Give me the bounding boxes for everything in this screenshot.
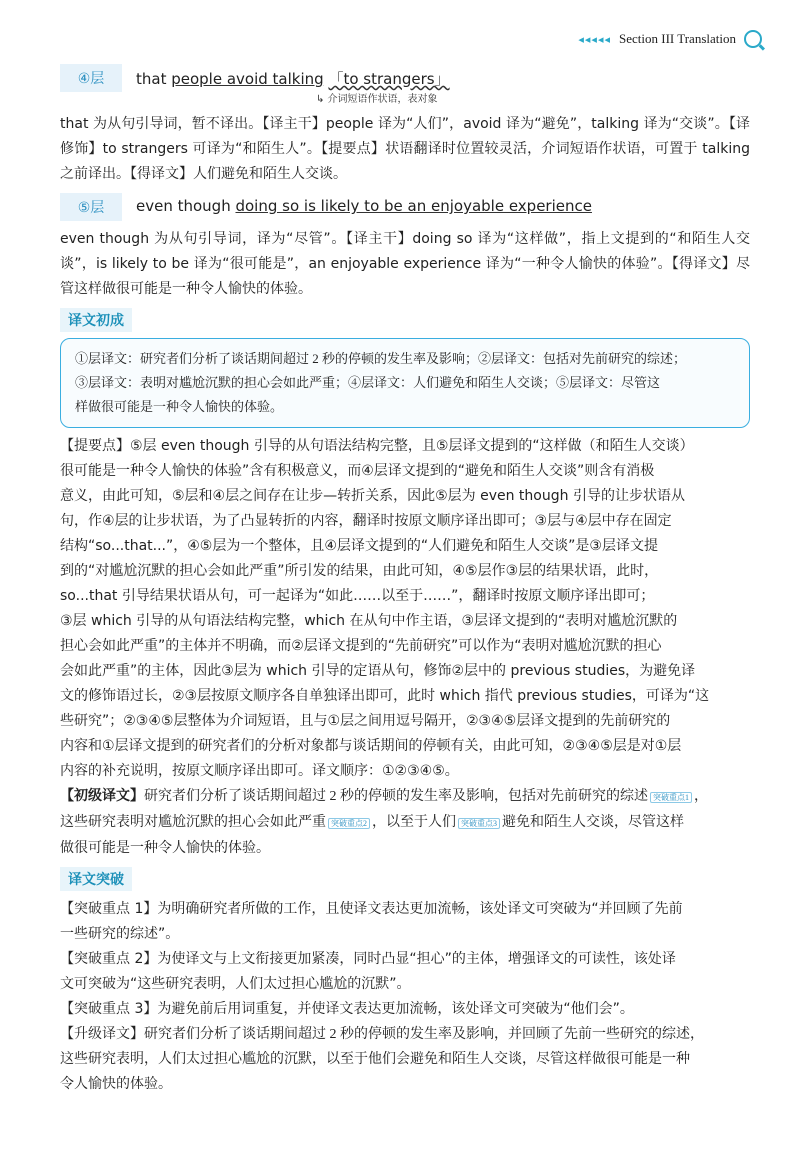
section-heading-initial: 译文初成 [60, 308, 132, 332]
analysis-line: 担心会如此严重”的主体并不明确，而②层译文提到的“先前研究”可以作为“表明对尴尬沉默的担心 [60, 638, 662, 654]
analysis-line: 意义，由此可知，⑤层和④层之间存在让步—转折关系，因此⑤层为 even though 引导的让步状语从 [60, 488, 685, 504]
main-content [60, 60, 750, 1097]
layer5-pre: even though [136, 197, 236, 215]
analysis-line: 句，作④层的让步状语，为了凸显转折的内容，翻译时按原文顺序译出即可；③层与④层中存在固定 [60, 513, 672, 529]
badge-1: 突破重点1 [650, 792, 692, 803]
analysis-line: 【提要点】⑤层 even though 引导的从句语法结构完整，且⑤层译文提到的“这样做（和陌生人交谈） [60, 438, 694, 454]
layer4-note: ↳ 介词短语作状语，表对象 [316, 94, 438, 105]
initial-translation-box [60, 338, 750, 428]
layer4-analysis: that 为从句引导词，暂不译出。【译主干】people 译为“人们”，avoid 译为“避免”，talking 译为“交谈”。【译修饰】to strangers 可译为“和陌生人”。【提要点】状语翻译时位置较灵活，介词短语作状语，可置于 talking 之前译出。【得译文】人们避免和陌生人交谈。 [60, 116, 750, 182]
analysis-line: ③层 which 引导的从句语法结构完整，which 在从句中作主语，③层译文提到的“表明对尴尬沉默的 [60, 613, 678, 629]
box-line-3: 样做很可能是一种令人愉快的体验。 [75, 399, 284, 414]
layer5-analysis: even though 为从句引导词，译为“尽管”。【译主干】doing so 译为“这样做”，指上文提到的“和陌生人交谈”，is likely to be 译为“很可能是”，an enjoyable experience 译为“一种令人愉快的体验”。【得译文】尽管这样做很可能是一种令人愉快的体验。 [60, 231, 750, 297]
analysis-line: so...that 引导结果状语从句，可一起译为“如此……以至于……”，翻译时按原文顺序译出即可； [60, 588, 655, 604]
layer4-pre: that [136, 70, 172, 88]
primary-comma: ， [694, 789, 708, 804]
primary-translation [60, 784, 750, 861]
primary-line-3: 做很可能是一种令人愉快的体验。 [60, 841, 270, 856]
analysis-line: 结构“so...that...”，④⑤层为一个整体，且④层译文提到的“人们避免和陌生人交谈”是③层译文提 [60, 538, 658, 554]
layer5-clause: doing so is likely to be an enjoyable experience [235, 197, 592, 215]
badge-3: 突破重点3 [458, 818, 500, 829]
analysis-line: 内容的补充说明，按原文顺序译出即可。译文顺序：①②③④⑤。 [60, 763, 459, 779]
analysis-line: 文的修饰语过长，②③层按原文顺序各自单独译出即可，此时 which 指代 previous studies，可译为“这 [60, 688, 710, 704]
break3-line: 【突破重点 3】为避免前后用词重复，并使译文表达更加流畅，该处译文可突破为“他们会”。 [60, 1001, 634, 1017]
break2-line-1: 【突破重点 2】为使译文与上文衔接更加紧凑，同时凸显“担心”的主体，增强译文的可读性，该处译 [60, 951, 676, 967]
primary-text-2c: 避免和陌生人交谈，尽管这样 [502, 815, 684, 830]
layer5-sentence [136, 193, 592, 215]
advanced-line-1: 【升级译文】研究者们分析了谈话期间超过 2 秒的停顿的发生率及影响，并回顾了先前一些研究的综述， [60, 1027, 704, 1042]
arrows-icon: ◂◂◂◂◂ [578, 32, 611, 46]
layer5-row [60, 193, 750, 227]
primary-text-2b: ，以至于人们 [372, 815, 456, 830]
primary-text-1: 研究者们分析了谈话期间超过 2 秒的停顿的发生率及影响，包括对先前研究的综述 [144, 789, 648, 804]
primary-text-2a: 这些研究表明对尴尬沉默的担心会如此严重 [60, 815, 326, 830]
layer5-tag: ⑤层 [60, 193, 122, 221]
search-icon [744, 30, 762, 48]
section-heading-breakthrough: 译文突破 [60, 867, 132, 891]
break2-line-2: 文可突破为“这些研究表明，人们太过担心尴尬的沉默”。 [60, 976, 411, 992]
layer4-modifier: 「to strangers」 [328, 70, 450, 88]
section-title: Section III Translation [619, 31, 736, 46]
analysis-line: 会如此严重”的主体，因此③层为 which 引导的定语从句，修饰②层中的 previous studies，为避免译 [60, 663, 696, 679]
analysis-line: 很可能是一种令人愉快的体验”含有积极意义，而④层译文提到的“避免和陌生人交谈”则含有消极 [60, 463, 655, 479]
analysis-block [60, 434, 750, 784]
primary-label: 【初级译文】 [60, 789, 144, 804]
primary-line-2 [60, 810, 750, 836]
analysis-line: 到的“对尴尬沉默的担心会如此严重”所引发的结果，由此可知，④⑤层作③层的结果状语，此时， [60, 563, 659, 579]
primary-line-1 [60, 784, 750, 810]
advanced-line-2: 这些研究表明，人们太过担心尴尬的沉默，以至于他们会避免和陌生人交谈，尽管这样做很可能是一种 [60, 1052, 690, 1067]
badge-2: 突破重点2 [328, 818, 370, 829]
break1-line-1: 【突破重点 1】为明确研究者所做的工作，且使译文表达更加流畅，该处译文可突破为“并回顾了先前 [60, 901, 683, 917]
break1-line-2: 一些研究的综述”。 [60, 926, 180, 942]
box-line-1: ①层译文：研究者们分析了谈话期间超过 2 秒的停顿的发生率及影响；②层译文：包括对先前研究的综述； [75, 351, 687, 366]
layer4-predicate: people avoid talking [171, 70, 324, 88]
layer4-tag: ④层 [60, 64, 122, 92]
advanced-line-3: 令人愉快的体验。 [60, 1077, 172, 1092]
box-line-2: ③层译文：表明对尴尬沉默的担心会如此严重；④层译文：人们避免和陌生人交谈；⑤层译文：尽管这 [75, 375, 661, 390]
analysis-line: 内容和①层译文提到的研究者们的分析对象都与谈话期间的停顿有关，由此可知，②③④⑤层是对①层 [60, 738, 682, 754]
page-header [578, 30, 762, 48]
analysis-line: 些研究”；②③④⑤层整体为介词短语，且与①层之间用逗号隔开，②③④⑤层译文提到的先前研究的 [60, 713, 671, 729]
layer4-sentence [136, 64, 450, 89]
